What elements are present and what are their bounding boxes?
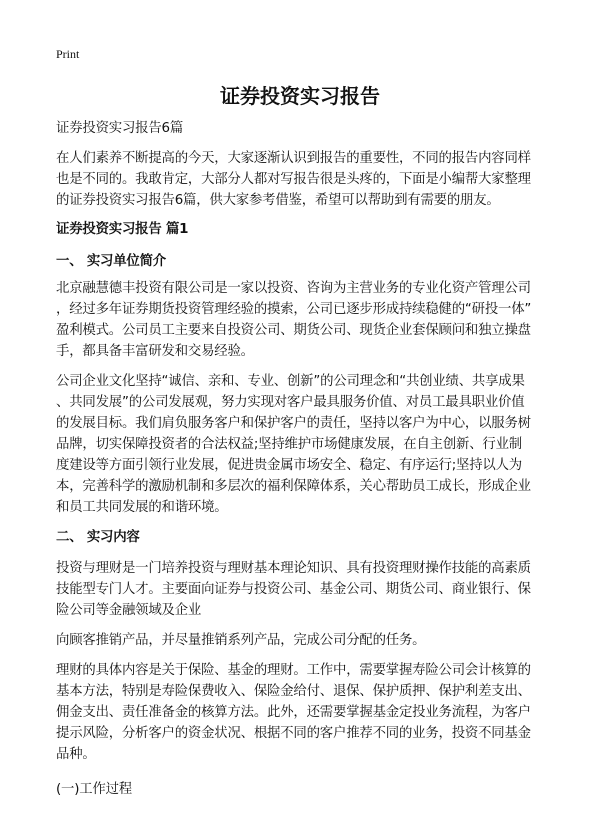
text-line: 的证券投资实习报告6篇，供大家参考借鉴，希望可以帮助到有需要的朋友。 xyxy=(56,193,500,208)
text-line: 盈利模式。公司员工主要来自投资公司、期货公司、现货企业套保顾问和独立操盘 xyxy=(56,323,531,338)
paragraph xyxy=(56,371,531,518)
text-line: ，经过多年证券期货投资管理经验的摸索，公司已逐步形成持续稳健的“研投一体” xyxy=(56,302,532,317)
text-line: 本，完善科学的激励机制和多层次的福利保障体系，关心帮助员工成长，形成企业 xyxy=(56,479,531,494)
text-line: 投资与理财是一门培养投资与理财基本理论知识、具有投资理财操作技能的高素质 xyxy=(56,561,531,576)
subsection-heading: (一)工作过程 xyxy=(56,782,133,797)
paragraph xyxy=(56,660,531,765)
text-line: 基本方法，特别是寿险保费收入、保险金给付、退保、保护质押、保护利差支出、 xyxy=(56,684,531,699)
section-heading: 一、 实习单位简介 xyxy=(56,254,166,269)
text-line: 品种。 xyxy=(56,747,96,762)
text-line: 品牌，切实保障投资者的合法权益;坚持维护市场健康发展，在自主创新、行业制 xyxy=(56,437,522,452)
text-line: 度建设等方面引领行业发展，促进贵金属市场安全、稳定、有序运行;坚持以人为 xyxy=(56,458,522,473)
text-line: 理财的具体内容是关于保险、基金的理财。工作中，需要掌握寿险公司会计核算的 xyxy=(56,663,531,678)
paragraph xyxy=(56,630,425,651)
text-line: 北京融慧德丰投资有限公司是一家以投资、咨询为主营业务的专业化资产管理公司 xyxy=(56,281,531,296)
intro-paragraph xyxy=(56,148,531,211)
text-line: 提示风险，分析客户的资金状况、根据不同的客户推荐不同的业务，投资不同基金 xyxy=(56,726,531,741)
text-line: 和员工共同发展的和谐环境。 xyxy=(56,500,228,515)
text-line: 、共同发展”的公司发展观，努力实现对客户最具服务价值、对员工最具职业价值 xyxy=(56,395,525,410)
text-line: 险公司等金融领域及企业 xyxy=(56,603,202,618)
text-line: 在人们素养不断提高的今天，大家逐渐认识到报告的重要性，不同的报告内容同样 xyxy=(56,151,531,166)
print-link[interactable]: Print xyxy=(56,47,80,61)
text-line: 向顾客推销产品，并尽量推销系列产品，完成公司分配的任务。 xyxy=(56,633,426,648)
text-line: 佣金支出、责任准备金的核算方法。此外，还需要掌握基金定投业务流程，为客户 xyxy=(56,705,531,720)
article-heading: 证券投资实习报告 篇1 xyxy=(56,222,189,237)
text-line: 的发展目标。我们肩负服务客户和保护客户的责任，坚持以客户为中心，以服务树 xyxy=(56,416,531,431)
text-line: 手，都具备丰富研发和交易经验。 xyxy=(56,344,254,359)
paragraph xyxy=(56,558,531,621)
text-line: 公司企业文化坚持“诚信、亲和、专业、创新”的公司理念和“共创业绩、共享成果 xyxy=(56,374,525,389)
paragraph xyxy=(56,278,531,362)
subtitle: 证券投资实习报告6篇 xyxy=(56,121,184,136)
page-title: 证券投资实习报告 xyxy=(220,84,380,108)
text-line: 技能型专门人才。主要面向证券与投资公司、基金公司、期货公司、商业银行、保 xyxy=(56,582,531,597)
text-line: 也是不同的。我敢肯定，大部分人都对写报告很是头疼的，下面是小编帮大家整理 xyxy=(56,172,531,187)
section-heading: 二、 实习内容 xyxy=(56,530,140,545)
